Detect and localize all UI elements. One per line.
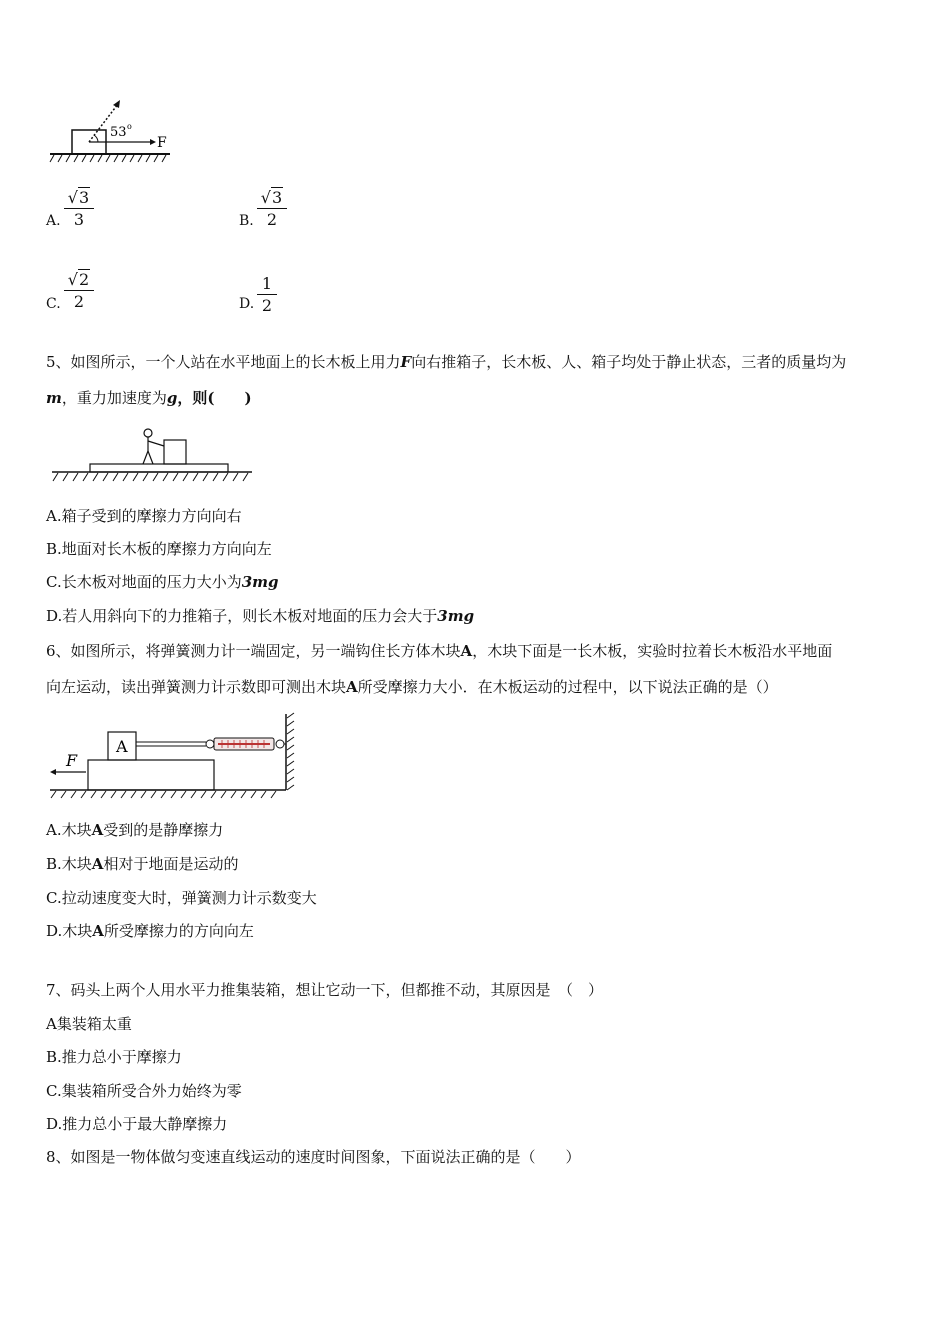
q6-option-c[interactable] — [46, 888, 317, 908]
q6-option-d-text: D.木块 — [46, 922, 93, 940]
q5-option-a-text: A.箱子受到的摩擦力方向向右 — [46, 507, 242, 525]
q6-option-b-text: B.木块 — [46, 855, 92, 873]
q5-text: ，重力加速度为 — [61, 389, 167, 407]
q7-option-c[interactable]: C.集装箱所受合外力始终为零 — [46, 1082, 242, 1100]
q6-option-a-text: 受到的是静摩擦力 — [103, 821, 224, 839]
q4-d-denominator: 2 — [261, 296, 273, 315]
q5-stem-line2 — [46, 388, 252, 408]
q4-option-a-fraction: √3 3 — [64, 188, 94, 229]
q6-stem-line2 — [46, 677, 778, 697]
q6-option-d-text: 所受摩擦力的方向向左 — [103, 922, 254, 940]
q4-option-c-fraction: √2 2 — [64, 270, 94, 311]
q6-option-b-text: 相对于地面是运动的 — [103, 855, 239, 873]
block-a-label: A — [116, 737, 128, 756]
q5-option-c-value: 3mg — [241, 573, 279, 591]
q6-text: ，木块下面是一长木板，实验时拉着长木板沿水平地面 — [472, 642, 833, 660]
q5-option-b[interactable] — [46, 539, 272, 559]
q5-option-a[interactable] — [46, 506, 242, 526]
q6-text: 6、如图所示，将弹簧测力计一端固定，另一端钩住长方体木块 — [46, 642, 461, 660]
q5-option-c[interactable] — [46, 572, 279, 592]
q6-block-a: A — [460, 642, 473, 660]
q4-a-radicand: 3 — [79, 188, 90, 207]
q6-stem-line1 — [46, 641, 832, 661]
q6-option-a-text: A.木块 — [46, 821, 92, 839]
q5-text: ，则( ) — [177, 389, 252, 407]
q4-option-b-fraction: √3 2 — [257, 188, 287, 229]
degree-mark: o — [127, 122, 132, 131]
q7-option-d[interactable]: D.推力总小于最大静摩擦力 — [46, 1115, 228, 1133]
q4-b-radicand: 3 — [272, 188, 283, 207]
q5-option-c-text: C.长木板对地面的压力大小为 — [46, 573, 242, 591]
q4-d-numerator: 1 — [261, 274, 273, 293]
q4-a-denominator: 3 — [73, 210, 85, 229]
q5-text: 5、如图所示，一个人站在水平地面上的长木板上用力 — [46, 353, 401, 371]
q6-option-a[interactable] — [46, 820, 223, 840]
q6-text: 所受摩擦力大小．在木板运动的过程中，以下说法正确的是（） — [357, 678, 778, 696]
q5-var-f: F — [400, 353, 412, 371]
figure-spring-scale — [46, 712, 306, 802]
q6-option-b[interactable] — [46, 854, 238, 874]
figure-block-angle — [46, 96, 176, 166]
q4-c-denominator: 2 — [73, 292, 85, 311]
q5-var-g: g — [166, 389, 178, 407]
q6-option-b-block: A — [91, 855, 104, 873]
q4-option-d-label[interactable]: D. — [239, 296, 255, 312]
q5-option-b-text: B.地面对长木板的摩擦力方向向左 — [46, 540, 272, 558]
q6-option-c-text: C.拉动速度变大时，弹簧测力计示数变大 — [46, 889, 317, 907]
q5-option-d-value: 3mg — [437, 607, 475, 625]
q6-block-a: A — [346, 678, 358, 696]
angle-label: 53 — [110, 125, 127, 140]
q4-c-radicand: 2 — [79, 270, 90, 289]
q4-b-denominator: 2 — [266, 210, 278, 229]
q7-option-a[interactable]: A集装箱太重 — [46, 1015, 132, 1033]
q6-option-d-block: A — [92, 922, 104, 940]
q7-stem: 7、码头上两个人用水平力推集装箱，想让它动一下，但都推不动，其原因是 （ ） — [46, 981, 604, 999]
force-label-f: F — [66, 751, 78, 770]
q4-option-d-fraction — [257, 274, 277, 315]
q5-var-m: m — [46, 389, 62, 407]
q6-option-d[interactable] — [46, 921, 254, 941]
q7-option-b[interactable]: B.推力总小于摩擦力 — [46, 1048, 182, 1066]
q8-stem: 8、如图是一物体做匀变速直线运动的速度时间图象，下面说法正确的是（ ） — [46, 1148, 581, 1166]
figure-person-board — [48, 424, 258, 484]
q4-option-c-label[interactable]: C. — [46, 296, 61, 312]
q4-option-a-label[interactable]: A. — [46, 213, 61, 229]
q6-option-a-block: A — [91, 821, 104, 839]
q5-option-d[interactable] — [46, 606, 474, 626]
q5-stem-line1 — [46, 352, 846, 372]
q5-option-d-text: D.若人用斜向下的力推箱子，则长木板对地面的压力会大于 — [46, 607, 438, 625]
force-label-f: F — [157, 135, 167, 151]
q5-text: 向右推箱子，长木板、人、箱子均处于静止状态，三者的质量均为 — [411, 353, 847, 371]
q6-text: 向左运动，读出弹簧测力计示数即可测出木块 — [46, 678, 347, 696]
q4-option-b-label[interactable]: B. — [239, 213, 254, 229]
